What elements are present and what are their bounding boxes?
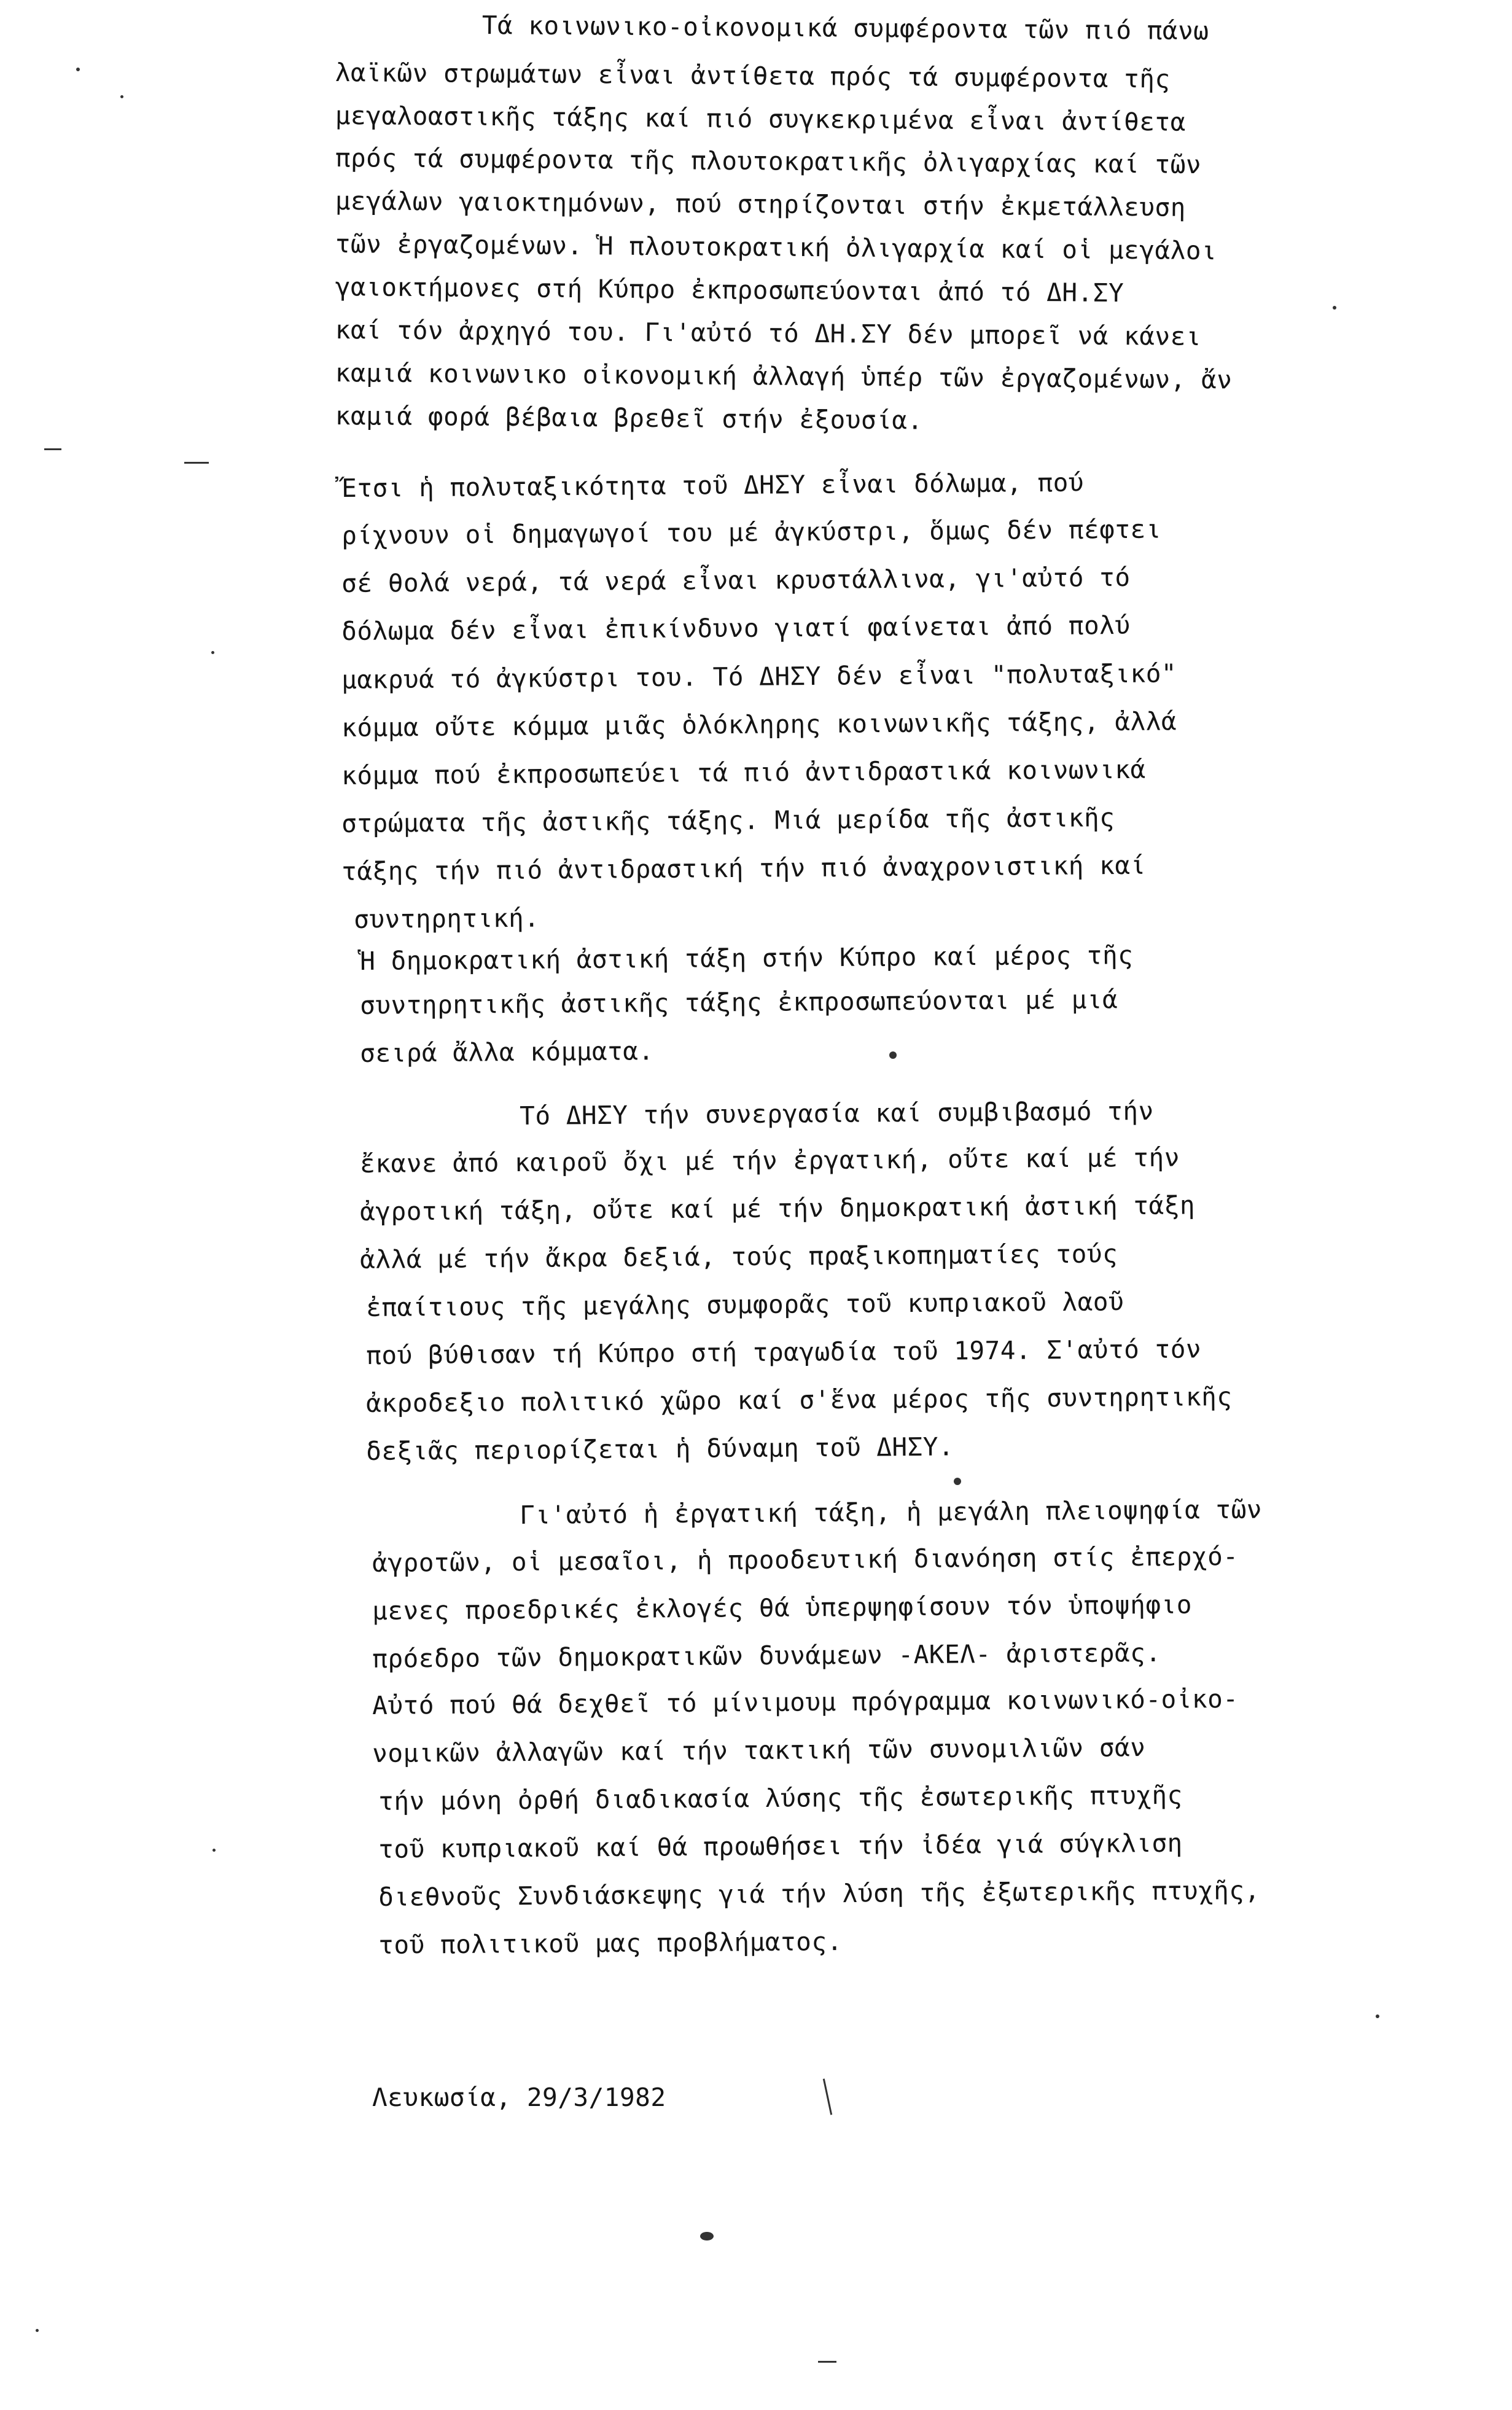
text-line: μενες προεδρικές ἐκλογές θά ὑπερψηφίσουν τόν ὑποψήφιο [372,1589,1193,1626]
text-line: σέ θολά νερά, τά νερά εἶναι κρυστάλλινα, γι'αὐτό τό [341,562,1131,598]
scan-speck [120,95,123,98]
scan-mark [823,2078,832,2115]
scan-mark [44,448,61,450]
text-line: δεξιᾶς περιορίζεται ἡ δύναμη τοῦ ΔΗΣΥ. [366,1432,954,1466]
text-line: τήν μόνη ὀρθή διαδικασία λύσης τῆς ἐσωτερικῆς πτυχῆς [378,1780,1183,1816]
text-line: μεγάλων γαιοκτημόνων, πού στηρίζονται στήν ἐκμετάλλευση [335,185,1187,222]
text-line: ἀγροτῶν, οἱ μεσαῖοι, ἡ προοδευτική διανόηση στίς ἐπερχό- [372,1541,1239,1578]
text-line: τάξης τήν πιό ἀντιδραστική τήν πιό ἀναχρονιστική καί [341,850,1146,886]
text-line: ἀκροδεξιο πολιτικό χῶρο καί σ'ἕνα μέρος τῆς συντηρητικῆς [366,1381,1233,1418]
text-line: καμιά κοινωνικο οἰκονομική ἀλλαγή ὑπέρ τῶν ἐργαζομένων, ἄν [335,357,1233,395]
text-line: συντηρητικῆς ἀστικῆς τάξης ἐκπροσωπεύονται μέ μιά [360,985,1118,1020]
text-line: σειρά ἄλλα κόμματα. [360,1036,654,1068]
scan-speck [211,651,214,654]
text-line: καμιά φορά βέβαια βρεθεῖ στήν ἐξουσία. [335,400,923,435]
scan-speck [954,1478,961,1485]
text-line: πού βύθισαν τή Κύπρο στή τραγωδία τοῦ 1974. Σ'αὐτό τόν [366,1334,1202,1370]
text-line: κόμμα οὔτε κόμμα μιᾶς ὁλόκληρης κοινωνικῆς τάξης, ἀλλά [341,706,1177,743]
scan-speck [212,1849,216,1852]
text-line: συντηρητική. [354,903,540,934]
place-date: Λευκωσία, 29/3/1982 [372,2083,666,2112]
scan-speck [889,1051,897,1059]
text-line: καί τόν ἀρχηγό του. Γι'αὐτό τό ΔΗ.ΣΥ δέν μπορεῖ νά κάνει [335,314,1202,352]
text-line: στρώματα τῆς ἀστικῆς τάξης. Μιά μερίδα τῆς ἀστικῆς [341,803,1115,838]
text-line: Τό ΔΗΣΥ τήν συνεργασία καί συμβιβασμό τήν [520,1096,1154,1131]
text-line: ἐπαίτιους τῆς μεγάλης συμφορᾶς τοῦ κυπριακοῦ λαοῦ [366,1287,1124,1322]
text-line: πρός τά συμφέροντα τῆς πλουτοκρατικῆς ὀλιγαρχίας καί τῶν [335,142,1202,180]
text-line: ρίχνουν οἱ δημαγωγοί του μέ ἀγκύστρι, ὅμως δέν πέφτει [341,514,1162,550]
text-line: κόμμα πού ἐκπροσωπεύει τά πιό ἀντιδραστικά κοινωνικά [341,754,1146,790]
text-line: Τά κοινωνικο-οἰκονομικά συμφέροντα τῶν πιό πάνω [481,10,1209,46]
scan-speck [700,2232,714,2240]
text-line: Ἡ δημοκρατική ἀστική τάξη στήν Κύπρο καί μέρος τῆς [360,940,1134,976]
text-line: ἀλλά μέ τήν ἄκρα δεξιά, τούς πραξικοπηματίες τούς [360,1239,1118,1274]
text-line: νομικῶν ἀλλαγῶν καί τήν τακτική τῶν συνομιλιῶν σάν [372,1733,1146,1768]
text-line: πρόεδρο τῶν δημοκρατικῶν δυνάμεων -ΑΚΕΛ- ἀριστερᾶς. [372,1637,1161,1674]
text-line: Ἔτσι ἡ πολυταξικότητα τοῦ ΔΗΣΥ εἶναι δόλωμα, πού [341,467,1085,503]
text-line: τοῦ πολιτικοῦ μας προβλήματος. [378,1927,843,1960]
text-line: τῶν ἐργαζομένων. Ἡ πλουτοκρατική ὀλιγαρχία καί οἱ μεγάλοι [335,228,1217,266]
text-line: δόλωμα δέν εἶναι ἐπικίνδυνο γιατί φαίνεται ἀπό πολύ [341,610,1131,646]
text-line: τοῦ κυπριακοῦ καί θά προωθήσει τήν ἰδέα γιά σύγκλιση [378,1828,1183,1864]
text-line: Αὐτό πού θά δεχθεῖ τό μίνιμουμ πρόγραμμα κοινωνικό-οἰκο- [372,1683,1239,1720]
scan-mark [184,462,209,464]
text-line: μακρυά τό ἀγκύστρι του. Τό ΔΗΣΥ δέν εἶναι "πολυταξικό" [341,658,1177,695]
text-line: ἔκανε ἀπό καιροῦ ὄχι μέ τήν ἐργατική, οὔτε καί μέ τήν [360,1142,1180,1179]
scan-speck [76,68,80,71]
scan-speck [36,2329,39,2332]
text-line: διεθνοῦς Συνδιάσκεψης γιά τήν λύση τῆς ἐξωτερικῆς πτυχῆς, [378,1875,1260,1912]
scan-speck [1333,306,1336,310]
scan-mark [818,2361,836,2363]
text-line: γαιοκτήμονες στή Κύπρο ἐκπροσωπεύονται ἀπό τό ΔΗ.ΣΥ [335,271,1124,308]
text-line: ἀγροτική τάξη, οὔτε καί μέ τήν δημοκρατική ἀστική τάξη [360,1190,1196,1226]
scan-speck [1376,2014,1379,2018]
text-line: λαϊκῶν στρωμάτων εἶναι ἀντίθετα πρός τά συμφέροντα τῆς [335,57,1171,94]
text-line: Γι'αὐτό ἡ ἐργατική τάξη, ἡ μεγάλη πλειοψηφία τῶν [520,1494,1263,1530]
text-line: μεγαλοαστικῆς τάξης καί πιό συγκεκριμένα εἶναι ἀντίθετα [335,100,1187,137]
